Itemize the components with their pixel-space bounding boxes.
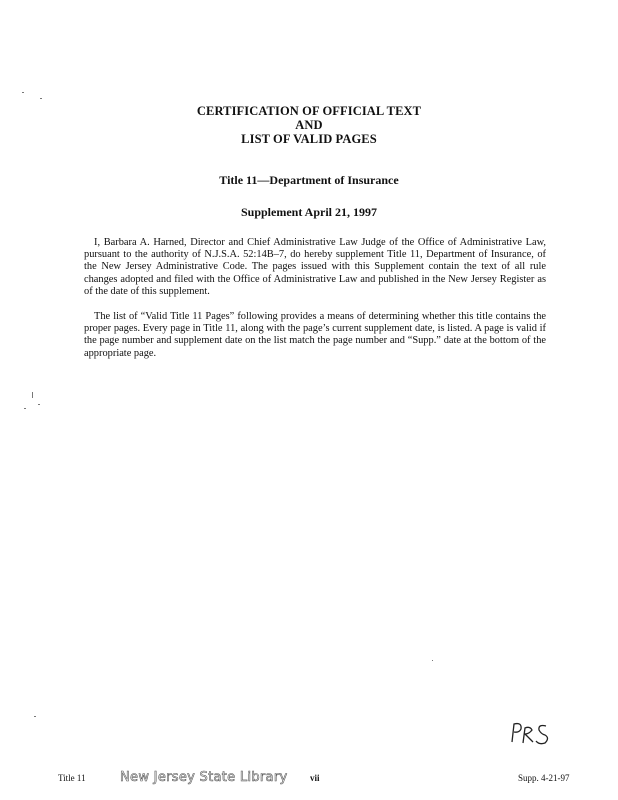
library-stamp: New Jersey State Library — [120, 770, 288, 785]
certification-paragraph — [84, 237, 546, 298]
certification-heading — [0, 104, 618, 146]
handwritten-initials — [508, 718, 558, 753]
supplement-date-heading: Supplement April 21, 1997 — [240, 205, 378, 219]
heading-line-3: LIST OF VALID PAGES — [241, 132, 377, 146]
scan-speck — [34, 716, 36, 717]
valid-pages-paragraph — [84, 311, 546, 360]
scan-speck — [38, 404, 40, 405]
footer-supplement-date: Supp. 4-21-97 — [518, 773, 570, 783]
handwritten-initials-drawing — [508, 718, 558, 748]
scan-speck — [432, 660, 433, 661]
scan-speck — [32, 392, 33, 398]
paragraph-text: I, Barbara A. Harned, Director and Chief Administrative Law Judge of the Office of Administrative Law, pursuant to the authority of N.J.S.A. 52:14B–7, do hereby supplement Title 11, Department of Insurance, of the New Jersey Administrative Code. The pages issued with this Supplement contain the text of all rule changes adopted and filed with the Office of Administrative Law and published in the New Jersey Register as of the date of this supplement. — [84, 237, 546, 297]
scan-speck — [40, 98, 42, 99]
footer-title: Title 11 — [58, 773, 86, 783]
heading-line-2: AND — [295, 118, 323, 132]
paragraph-text: The list of “Valid Title 11 Pages” following provides a means of determining whether this title contains the proper pages. Every page in Title 11, along with the page’s current supplement date, is listed. A page is valid if the page number and supplement date on the list match the page number and “Supp.” date at the bottom of the appropriate page. — [84, 311, 546, 359]
scan-speck — [22, 92, 24, 93]
scan-speck — [24, 408, 26, 409]
page-number: vii — [310, 773, 320, 783]
title-subheading: Title 11—Department of Insurance — [219, 173, 399, 187]
heading-line-1: CERTIFICATION OF OFFICIAL TEXT — [196, 104, 422, 118]
